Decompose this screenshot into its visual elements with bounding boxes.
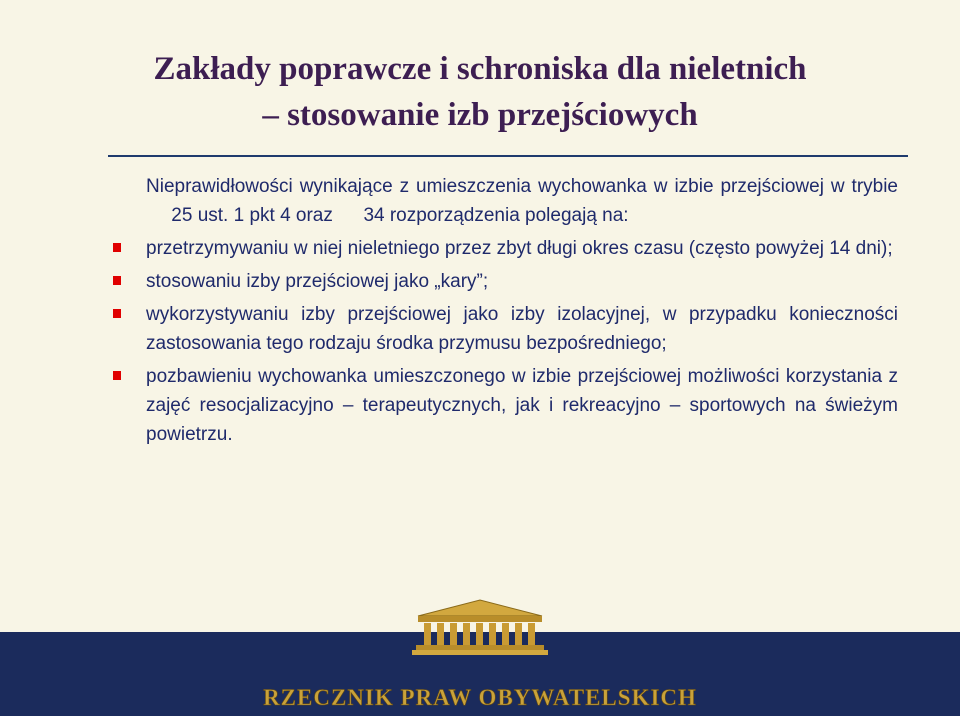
slide-title	[0, 46, 960, 138]
square-bullet-icon	[113, 371, 121, 380]
list-item	[146, 267, 898, 296]
title-line-2: – stosowanie izb przejściowych	[262, 97, 698, 133]
intro-text-2: 25 ust. 1 pkt 4 oraz	[171, 205, 333, 226]
list-item-text: wykorzystywaniu izby przejściowej jako izby izolacyjnej, w przypadku konieczności zastosowania tego rodzaju środka przymusu bezpośredniego;	[146, 304, 898, 354]
square-bullet-icon	[113, 243, 121, 252]
list-item-text: stosowaniu izby przejściowej jako „kary”;	[146, 271, 489, 292]
list-item	[146, 300, 898, 358]
slide-content	[146, 172, 898, 453]
list-item-text: pozbawieniu wychowanka umieszczonego w izbie przejściowej możliwości korzystania z zajęć resocjalizacyjno – terapeutycznych, jak i rekreacyjno – sportowych na świeżym powietrzu.	[146, 366, 898, 445]
intro-paragraph	[146, 172, 898, 230]
list-item	[146, 234, 898, 263]
list-item-text: przetrzymywaniu w niej nieletniego przez zbyt długi okres czasu (często powyżej 14 dni);	[146, 238, 893, 259]
title-line-1: Zakłady poprawcze i schroniska dla nieletnich	[153, 51, 807, 87]
column-building-logo-icon	[412, 598, 548, 656]
list-item	[146, 362, 898, 449]
square-bullet-icon	[113, 309, 121, 318]
square-bullet-icon	[113, 276, 121, 285]
footer-org-name: RZECZNIK PRAW OBYWATELSKICH	[263, 685, 697, 710]
intro-text-1: Nieprawidłowości wynikające z umieszczenia wychowanka w izbie przejściowej w trybie	[146, 176, 898, 197]
title-divider	[108, 155, 908, 157]
intro-text-3: 34 rozporządzenia polegają na:	[363, 205, 629, 226]
